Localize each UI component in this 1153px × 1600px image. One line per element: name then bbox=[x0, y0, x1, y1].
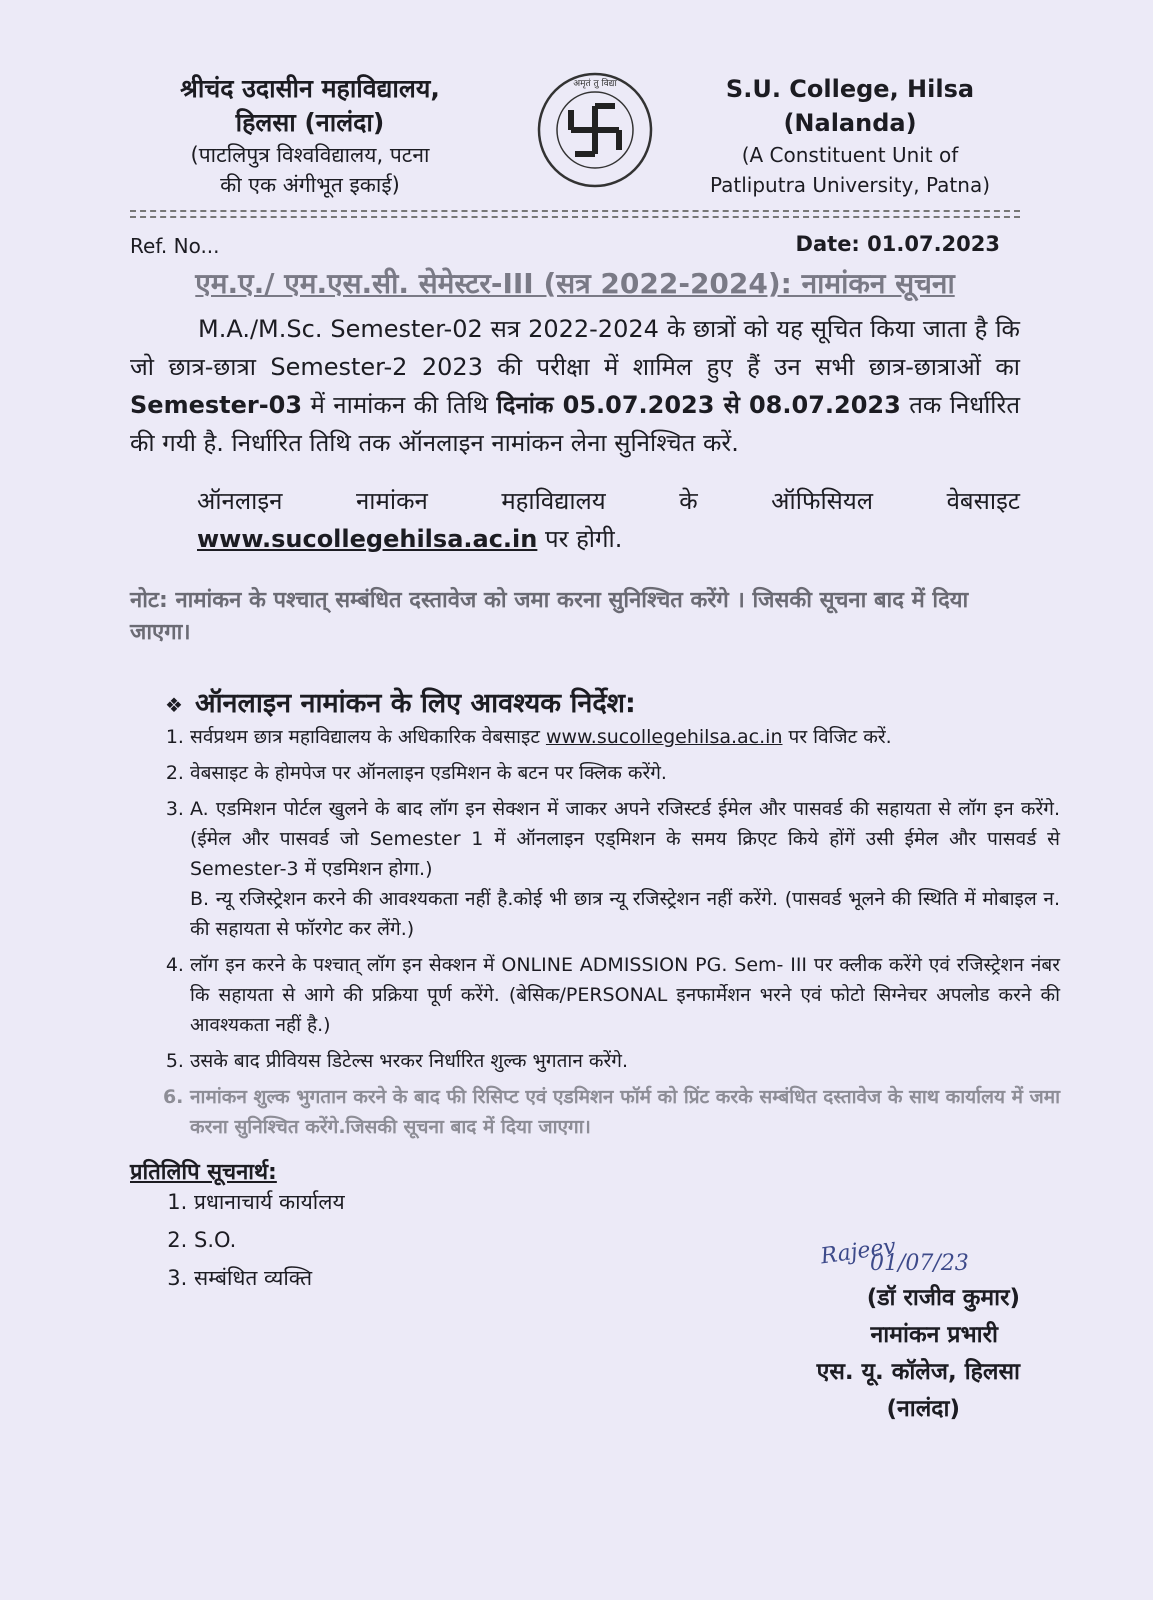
list-item: 2. वेबसाइट के होमपेज पर ऑनलाइन एडमिशन के बटन पर क्लिक करेंगे. bbox=[190, 758, 1060, 788]
website-word: महाविद्यालय bbox=[501, 487, 606, 515]
list-item: 2. S.O. bbox=[194, 1221, 345, 1259]
notice-date: Date: 01.07.2023 bbox=[795, 232, 1000, 256]
college-location-hindi: हिलसा (नालंदा) bbox=[235, 108, 385, 137]
college-name-hindi: श्रीचंद उदासीन महाविद्यालय, bbox=[180, 74, 440, 103]
list-item: 3. A. एडमिशन पोर्टल खुलने के बाद लॉग इन सेक्शन में जाकर अपने रजिस्टर्ड ईमेल और पासवर्ड की सहायता से लॉग इन करेंगे. (ईमेल और पासवर्ड जो Semester 1 में ऑनलाइन एड्मिशन के समय क्रिएट किये होंगें उसी ईमेल और पासवर्ड से Semester-3 में एडमिशन होगा.) B. न्यू रजिस्ट्रेशन करने की आवश्यकता नहीं है.कोई भी छात्र न्यू रजिस्ट्रेशन नहीं करेंगे. (पासवर्ड भूलने की स्थिति में मोबाइल न. की सहायता से फॉरगेट कर लेंगे.) bbox=[190, 794, 1060, 944]
list-item: 5. उसके बाद प्रीवियस डिटेल्स भरकर निर्धारित शुल्क भुगतान करेंगे. bbox=[190, 1046, 1060, 1076]
sub-instruction: B. न्यू रजिस्ट्रेशन करने की आवश्यकता नहीं है.कोई भी छात्र न्यू रजिस्ट्रेशन नहीं करेंगे. (पासवर्ड भूलने की स्थिति में मोबाइल न. की सहायता से फॉरगेट कर लेंगे.) bbox=[190, 888, 1060, 940]
handwritten-signature bbox=[760, 1232, 1000, 1276]
constituent-line-hindi: की एक अंगीभूत इकाई) bbox=[220, 173, 400, 197]
date-range-highlight: दिनांक 05.07.2023 से 08.07.2023 bbox=[496, 391, 901, 419]
university-line-hindi: (पाटलिपुत्र विश्वविद्यालय, पटना bbox=[190, 143, 430, 167]
signature-ink: Rajeev bbox=[819, 1234, 898, 1270]
signature-date: 01/07/23 bbox=[870, 1251, 969, 1276]
note-text: नोट: नामांकन के पश्चात् सम्बंधित दस्तावेज को जमा करना सुनिश्चित करेंगे । जिसकी सूचना बाद में दिया जाएगा। bbox=[130, 588, 969, 645]
college-location-english: (Nalanda) bbox=[783, 109, 917, 137]
diamond-bullet-icon: ❖ bbox=[165, 693, 183, 717]
list-item: 4. लॉग इन करने के पश्चात् लॉग इन सेक्शन में ONLINE ADMISSION PG. Sem- III पर क्लीक करेंगे एवं रजिस्ट्रेशन नंबर कि सहायता से आगे की प्रक्रिया पूर्ण करेंगे. (बेसिक/PERSONAL इनफार्मेशन भरने एवं फोटो सिग्नेचर अपलोड करने की आवश्यकता नहीं है.) bbox=[190, 950, 1060, 1040]
signatory-location: (नालंदा) bbox=[886, 1396, 960, 1422]
paragraph-text-2: में नामांकन की तिथि bbox=[302, 391, 497, 419]
website-paragraph bbox=[197, 482, 1020, 558]
website-word: ऑनलाइन bbox=[197, 487, 283, 515]
list-item: 6. नामांकन शुल्क भुगतान करने के बाद फी रिसिप्ट एवं एडमिशन फॉर्म को प्रिंट करके सम्बंधित दस्तावेज के साथ कार्यालय में जमा करना सुनिश्चित करेंगे.जिसकी सूचना बाद में दिया जाएगा। bbox=[190, 1082, 1060, 1142]
signatory-name: (डॉ राजीव कुमार) bbox=[866, 1285, 1020, 1311]
list-item: 1. प्रधानाचार्य कार्यालय bbox=[194, 1183, 345, 1221]
website-word: के bbox=[679, 487, 698, 515]
swastika-symbol-icon bbox=[571, 106, 619, 154]
copy-to-list bbox=[160, 1183, 345, 1297]
college-seal-logo bbox=[535, 70, 655, 190]
website-tail: पर होगी. bbox=[537, 525, 623, 553]
header-divider bbox=[130, 210, 1020, 212]
paragraph-text-1: M.A./M.Sc. Semester-02 सत्र 2022-2024 के छात्रों को यह सूचित किया जाता है कि जो छात्र-छात्रा Semester-2 2023 की परीक्षा में शामिल हुए हैं उन सभी छात्र-छात्राओं का bbox=[130, 315, 1020, 381]
signatory-designation: नामांकन प्रभारी bbox=[870, 1322, 998, 1348]
website-word: नामांकन bbox=[355, 487, 428, 515]
website-link[interactable]: www.sucollegehilsa.ac.in bbox=[545, 726, 783, 748]
list-item: 1. सर्वप्रथम छात्र महाविद्यालय के अधिकारिक वेबसाइट www.sucollegehilsa.ac.in पर विजिट करें. bbox=[190, 722, 1060, 752]
copy-to-heading: प्रतिलिपि सूचनार्थ: bbox=[130, 1160, 277, 1185]
signatory-college: एस. यू. कॉलेज, हिलसा bbox=[816, 1359, 1020, 1385]
notice-subject: एम.ए./ एम.एस.सी. सेमेस्टर-III (सत्र 2022-2024): नामांकन सूचना bbox=[195, 267, 955, 300]
notice-paragraph bbox=[130, 310, 1020, 462]
list-item: 3. सम्बंधित व्यक्ति bbox=[194, 1259, 345, 1297]
college-name-english: S.U. College, Hilsa bbox=[725, 75, 975, 103]
instructions-list bbox=[150, 722, 1060, 1148]
paragraph-text-3: तक निर्धारित की गयी है. निर्धारित तिथि तक ऑनलाइन नामांकन लेना सुनिश्चित करें. bbox=[130, 391, 1021, 457]
semester-highlight: Semester-03 bbox=[130, 391, 303, 419]
signatory-block bbox=[740, 1280, 1020, 1428]
header-hindi bbox=[130, 72, 490, 200]
website-word: ऑफिसियल bbox=[771, 487, 874, 515]
reference-number: Ref. No... bbox=[130, 234, 220, 258]
header-english bbox=[690, 72, 1010, 200]
instructions-title: ऑनलाइन नामांकन के लिए आवश्यक निर्देश: bbox=[194, 688, 636, 719]
header-divider-2 bbox=[130, 216, 1020, 218]
seal-motto: अमृतं तु विद्या bbox=[573, 79, 617, 89]
website-word: वेबसाइट bbox=[946, 487, 1020, 515]
website-link[interactable]: www.sucollegehilsa.ac.in bbox=[197, 525, 538, 553]
constituent-line-english: (A Constituent Unit of bbox=[741, 143, 959, 167]
university-line-english: Patliputra University, Patna) bbox=[709, 173, 991, 197]
instructions-heading bbox=[165, 683, 636, 720]
